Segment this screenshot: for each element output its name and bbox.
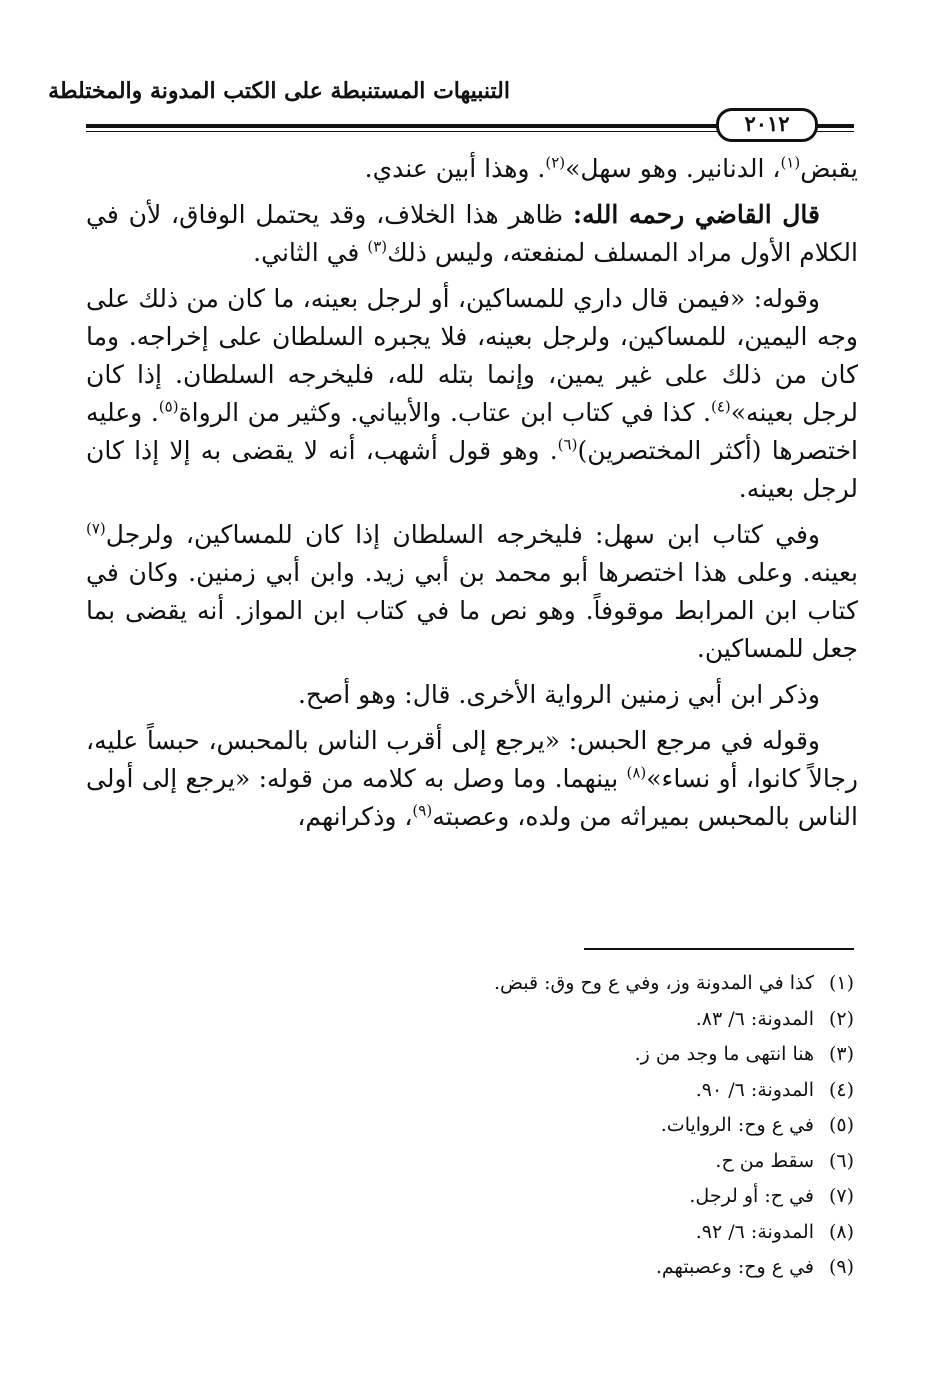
main-text [86, 150, 858, 844]
footnote-item: (١)كذا في المدونة وز، وفي ع وح وق: قبض. [493, 972, 854, 994]
paragraph-6: وقوله في مرجع الحبس: «يرجع إلى أقرب الناس بالمحبس، حبساً عليه، رجالاً كانوا، أو نساء»$^{(٨)}$ بينهما. وما وصل به كلامه من قوله: «يرجع إلى أولى الناس بالمحبس بميراثه من ولده، وعصبته$^{(٩)}$، وذكرانهم، [86, 726, 858, 831]
footnote-item: (٧)في ح: أو لرجل. [689, 1185, 854, 1207]
footnote-ref-6[interactable]: (٦) [557, 435, 578, 454]
paragraph-4: وفي كتاب ابن سهل: فليخرجه السلطان إذا كان للمساكين، ولرجل$^{(٧)}$ بعينه. وعلى هذا اختصرها أبو محمد بن أبي زيد. وابن أبي زمنين. وكان في كتاب ابن المرابط موقوفاً. وهو نص ما في كتاب ابن المواز. أنه يقضى بما جعل للمساكين. [86, 519, 858, 663]
qadi-heading: قال القاضي رحمه الله: [572, 200, 820, 229]
footnote-ref-7[interactable]: (٧) [86, 519, 106, 538]
footnote-ref-1[interactable]: (١) [780, 153, 801, 172]
footnote-ref-4[interactable]: (٤) [710, 397, 731, 416]
footnote-separator [584, 948, 854, 950]
footnote-ref-8[interactable]: (٨) [626, 763, 647, 782]
footnote-ref-3[interactable]: (٣) [367, 237, 388, 256]
running-title: التنبيهات المستنبطة على الكتب المدونة والمختلطة [48, 78, 510, 104]
footnotes [154, 966, 854, 1286]
paragraph-3: وقوله: «فيمن قال داري للمساكين، أو لرجل بعينه، ما كان من ذلك على وجه اليمين، للمساكين، ولرجل بعينه، فلا يجبره السلطان على إخراجه. وما كان من ذلك على غير يمين، وإنما بتله لله، فليخرجه السلطان. إذا كان لرجل بعينه»$^{(٤)}$. كذا في كتاب ابن عتاب. والأبياني. وكثير من الرواة$^{(٥)}$. وعليه اختصرها (أكثر المختصرين)$^{(٦)}$. وهو قول أشهب، أنه لا يقضى به إلا إذا كان لرجل بعينه. [86, 284, 858, 503]
footnote-item: (٥)في ع وح: الروايات. [660, 1114, 854, 1136]
footnote-item: (٢)المدونة: ٦/ ٨٣. [695, 1007, 854, 1030]
page-number: ٢٠١٢ [716, 108, 818, 142]
footnote-ref-9[interactable]: (٩) [412, 801, 433, 820]
paragraph-1: يقبض$^{(١)}$، الدنانير. وهو سهل»$^{(٢)}$. وهذا أبين عندي. [364, 153, 858, 183]
footnote-ref-2[interactable]: (٢) [545, 153, 566, 172]
footnote-item: (٨)المدونة: ٦/ ٩٢. [695, 1220, 854, 1243]
footnote-item: (٦)سقط من ح. [715, 1149, 854, 1172]
footnote-item: (٩)في ع وح: وعصبتهم. [655, 1256, 854, 1278]
footnote-item: (٣)هنا انتهى ما وجد من ز. [634, 1043, 854, 1065]
footnote-ref-5[interactable]: (٥) [158, 397, 179, 416]
paragraph-5: وذكر ابن أبي زمنين الرواية الأخرى. قال: وهو أصح. [297, 680, 820, 709]
footnote-item: (٤)المدونة: ٦/ ٩٠. [695, 1078, 854, 1101]
paragraph-2: قال القاضي رحمه الله: ظاهر هذا الخلاف، وقد يحتمل الوفاق، لأن في الكلام الأول مراد المسلف لمنفعته، وليس ذلك$^{(٣)}$ في الثاني. [86, 200, 858, 267]
